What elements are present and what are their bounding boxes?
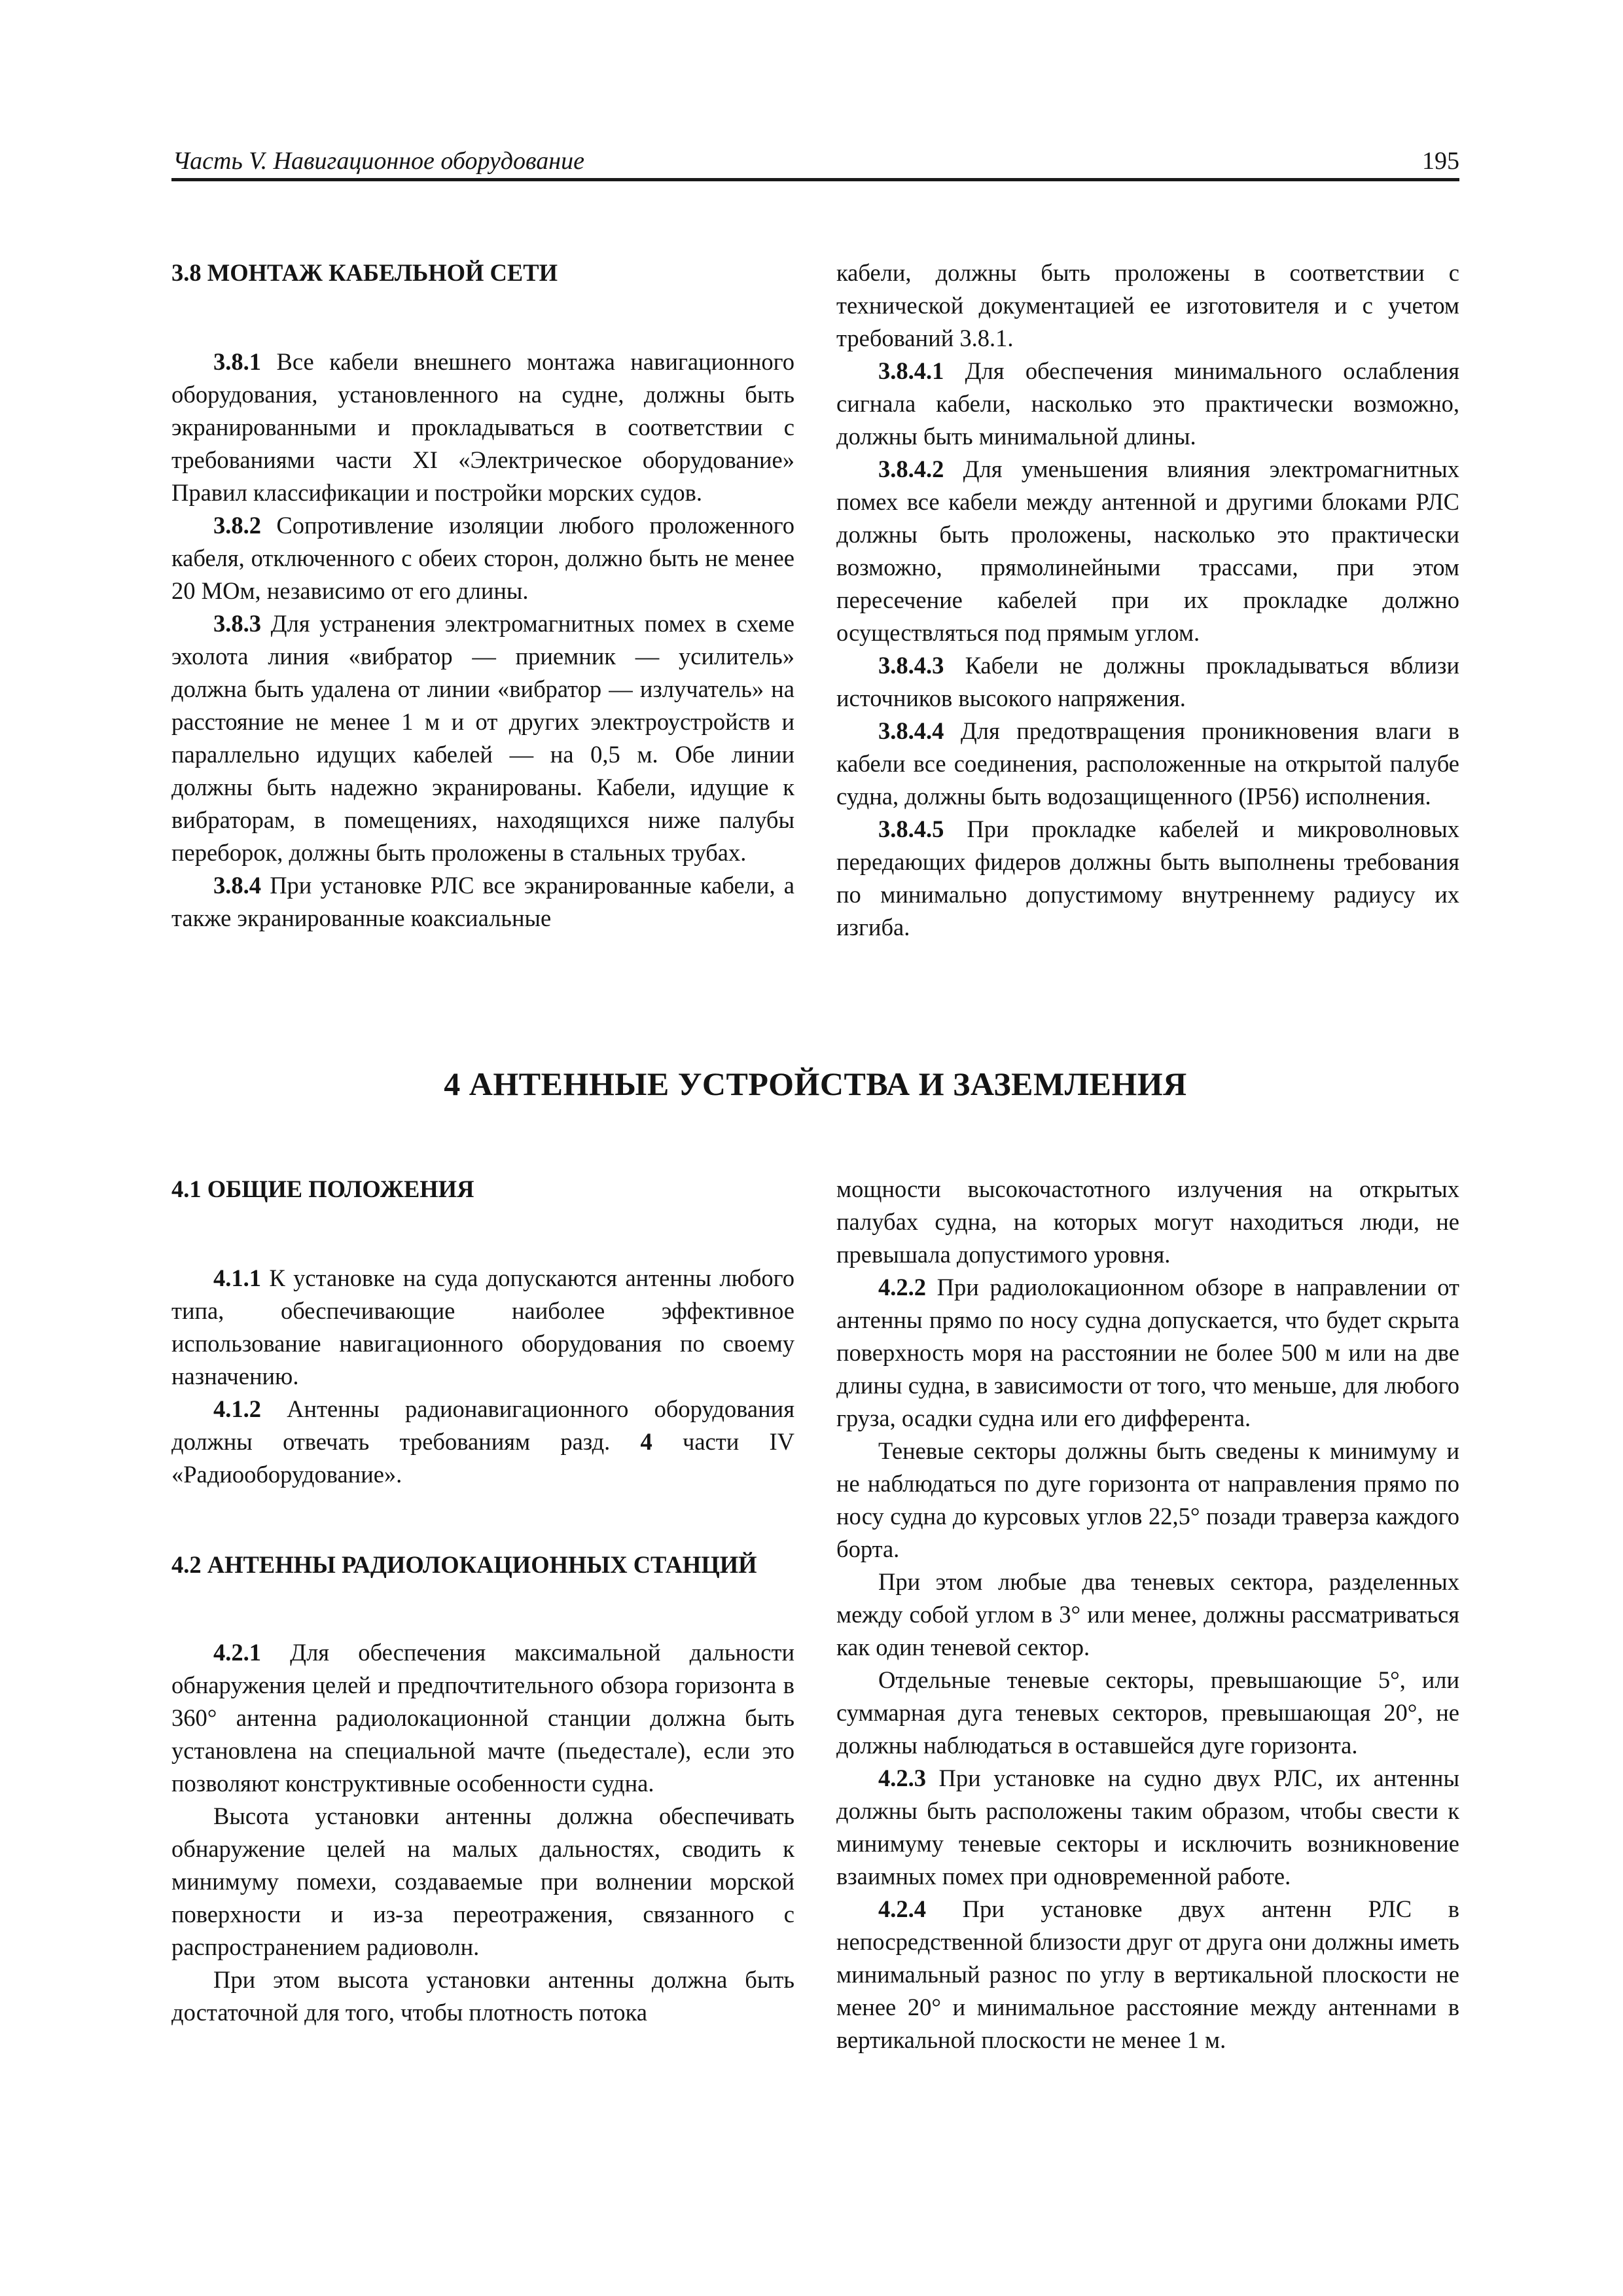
paragraph: Отдельные теневые секторы, превышающие 5°, или суммарная дуга теневых секторов, превышающая 20°, не должны наблюдаться в оставшейся дуге горизонта. <box>836 1666 1459 1759</box>
section-title: 4.1 ОБЩИЕ ПОЛОЖЕНИЯ <box>171 1175 474 1202</box>
clause-number: 4.1.2 <box>213 1395 261 1422</box>
paragraph: 3.8.4.5 При прокладке кабелей и микроволновых передающих фидеров должны быть выполнены требования по минимально допустимому внутреннему радиусу их изгиба. <box>836 816 1459 941</box>
paragraph: 4.2.4 При установке двух антенн РЛС в непосредственной близости друг от друга они должны иметь минимальный разнос по углу в вертикальной плоскости не менее 20° и минимальное расстояние между антеннами в вертикальной плоскости не менее 1 м. <box>836 1895 1459 2053</box>
paragraph: Теневые секторы должны быть сведены к минимуму и не наблюдаться по дуге горизонта от направления прямо по носу судна до курсовых углов 22,5° позади траверза каждого борта. <box>836 1437 1459 1562</box>
clause-number: 3.8.1 <box>213 348 261 375</box>
clause-number: 4.2.1 <box>213 1639 261 1666</box>
clause-number: 3.8.4.2 <box>878 456 944 482</box>
paragraph: 3.8.4.3 Кабели не должны прокладываться вблизи источников высокого напряжения. <box>836 652 1459 711</box>
clause-number: 4.2.2 <box>878 1274 926 1300</box>
paragraph: 3.8.4.4 Для предотвращения проникновения влаги в кабели все соединения, расположенные на открытой палубе судна, должны быть водозащищенного (IP56) исполнения. <box>836 717 1459 810</box>
clause-number: 3.8.3 <box>213 610 261 637</box>
paragraph: При этом любые два теневых сектора, разделенных между собой углом в 3° или менее, должны рассматриваться как один теневой сектор. <box>836 1568 1459 1660</box>
clause-number: 4.2.3 <box>878 1765 926 1791</box>
section-3-8-right-column <box>836 257 1459 944</box>
clause-number: 3.8.4 <box>213 872 261 899</box>
paragraph: 4.2.1 Для обеспечения максимальной дальности обнаружения целей и предпочтительного обзора горизонта в 360° антенна радиолокационной станции должна быть установлена на специальной мачте (пьедестале), если это позволяют конструктивные особенности судна. <box>171 1639 794 1797</box>
paragraph: 3.8.3 Для устранения электромагнитных помех в схеме эхолота линия «вибратор — приемник — усилитель» должна быть удалена от линии «вибратор — излучатель» на расстояние не менее 1 м и от других электроустройств и параллельно идущих кабелей — на 0,5 м. Обе линии должны быть надежно экранированы. Кабели, идущие к вибраторам, в помещениях, находящихся ниже палубы переборок, должны быть проложены в стальных трубах. <box>171 610 794 866</box>
chapter-title: 4 АНТЕННЫЕ УСТРОЙСТВА И ЗАЗЕМЛЕНИЯ <box>444 1066 1187 1102</box>
paragraph: 3.8.4.2 Для уменьшения влияния электромагнитных помех все кабели между антенной и другими блоками РЛС должны быть проложены, насколько это практически возможно, прямолинейными трассами, при этом пересечение кабелей при их прокладке должно осуществляться под прямым углом. <box>836 456 1459 646</box>
clause-number: 4.1.1 <box>213 1265 261 1291</box>
clause-number: 3.8.4.3 <box>878 652 944 679</box>
section-3-8-left-column <box>171 257 794 935</box>
paragraph: 3.8.2 Сопротивление изоляции любого проложенного кабеля, отключенного с обеих сторон, должно быть не менее 20 МОм, независимо от его длины. <box>171 512 794 604</box>
paragraph: 4.1.2 Антенны радионавигационного оборудования должны отвечать требованиям разд. 4 части IV «Радиооборудование». <box>171 1395 794 1488</box>
section-title: 3.8 МОНТАЖ КАБЕЛЬНОЙ СЕТИ <box>171 259 558 286</box>
section-4-left-column <box>171 1173 794 2029</box>
paragraph: 4.1.1 К установке на суда допускаются антенны любого типа, обеспечивающие наиболее эффективное использование навигационного оборудования по своему назначению. <box>171 1265 794 1390</box>
clause-number: 3.8.4.4 <box>878 717 944 744</box>
running-title: Часть V. Навигационное оборудование <box>173 147 584 175</box>
section-4-right-column <box>836 1173 1459 2056</box>
paragraph: 4.2.3 При установке на судно двух РЛС, их антенны должны быть расположены таким образом, чтобы свести к минимуму теневые секторы и исключить возникновение взаимных помех при одновременной работе. <box>836 1765 1459 1890</box>
paragraph: 3.8.4 При установке РЛС все экранированные кабели, а также экранированные коаксиальные <box>171 872 794 931</box>
paragraph: кабели, должны быть проложены в соответствии с технической документацией ее изготовителя и с учетом требований 3.8.1. <box>836 259 1459 351</box>
paragraph: 3.8.1 Все кабели внешнего монтажа навигационного оборудования, установленного на судне, должны быть экранированными и прокладываться в соответствии с требованиями части XI «Электрическое оборудование» Правил классификации и постройки морских судов. <box>171 348 794 506</box>
paragraph: 3.8.4.1 Для обеспечения минимального ослабления сигнала кабели, насколько это практически возможно, должны быть минимальной длины. <box>836 357 1459 450</box>
paragraph: 4.2.2 При радиолокационном обзоре в направлении от антенны прямо по носу судна допускается, что будет скрыта поверхность моря на расстоянии не более 500 м или на две длины судна, в зависимости от того, что меньше, для любого груза, осадки судна или его дифферента. <box>836 1274 1459 1431</box>
section-title: 4.2 АНТЕННЫ РАДИОЛОКАЦИОННЫХ СТАНЦИЙ <box>171 1551 757 1578</box>
page-header <box>171 143 1459 181</box>
paragraph: При этом высота установки антенны должна быть достаточной для того, чтобы плотность потока <box>171 1966 794 2026</box>
paragraph: мощности высокочастотного излучения на открытых палубах судна, на которых могут находиться люди, не превышала допустимого уровня. <box>836 1175 1459 1268</box>
clause-number: 3.8.4.5 <box>878 816 944 842</box>
clause-number: 4.2.4 <box>878 1895 926 1922</box>
clause-number: 3.8.4.1 <box>878 357 944 384</box>
paragraph: Высота установки антенны должна обеспечивать обнаружение целей на малых дальностях, сводить к минимуму помехи, создаваемые при волнении морской поверхности и из-за переотражения, связанного с распространением радиоволн. <box>171 1803 794 1960</box>
page-number: 195 <box>1422 147 1459 175</box>
clause-number: 3.8.2 <box>213 512 261 539</box>
